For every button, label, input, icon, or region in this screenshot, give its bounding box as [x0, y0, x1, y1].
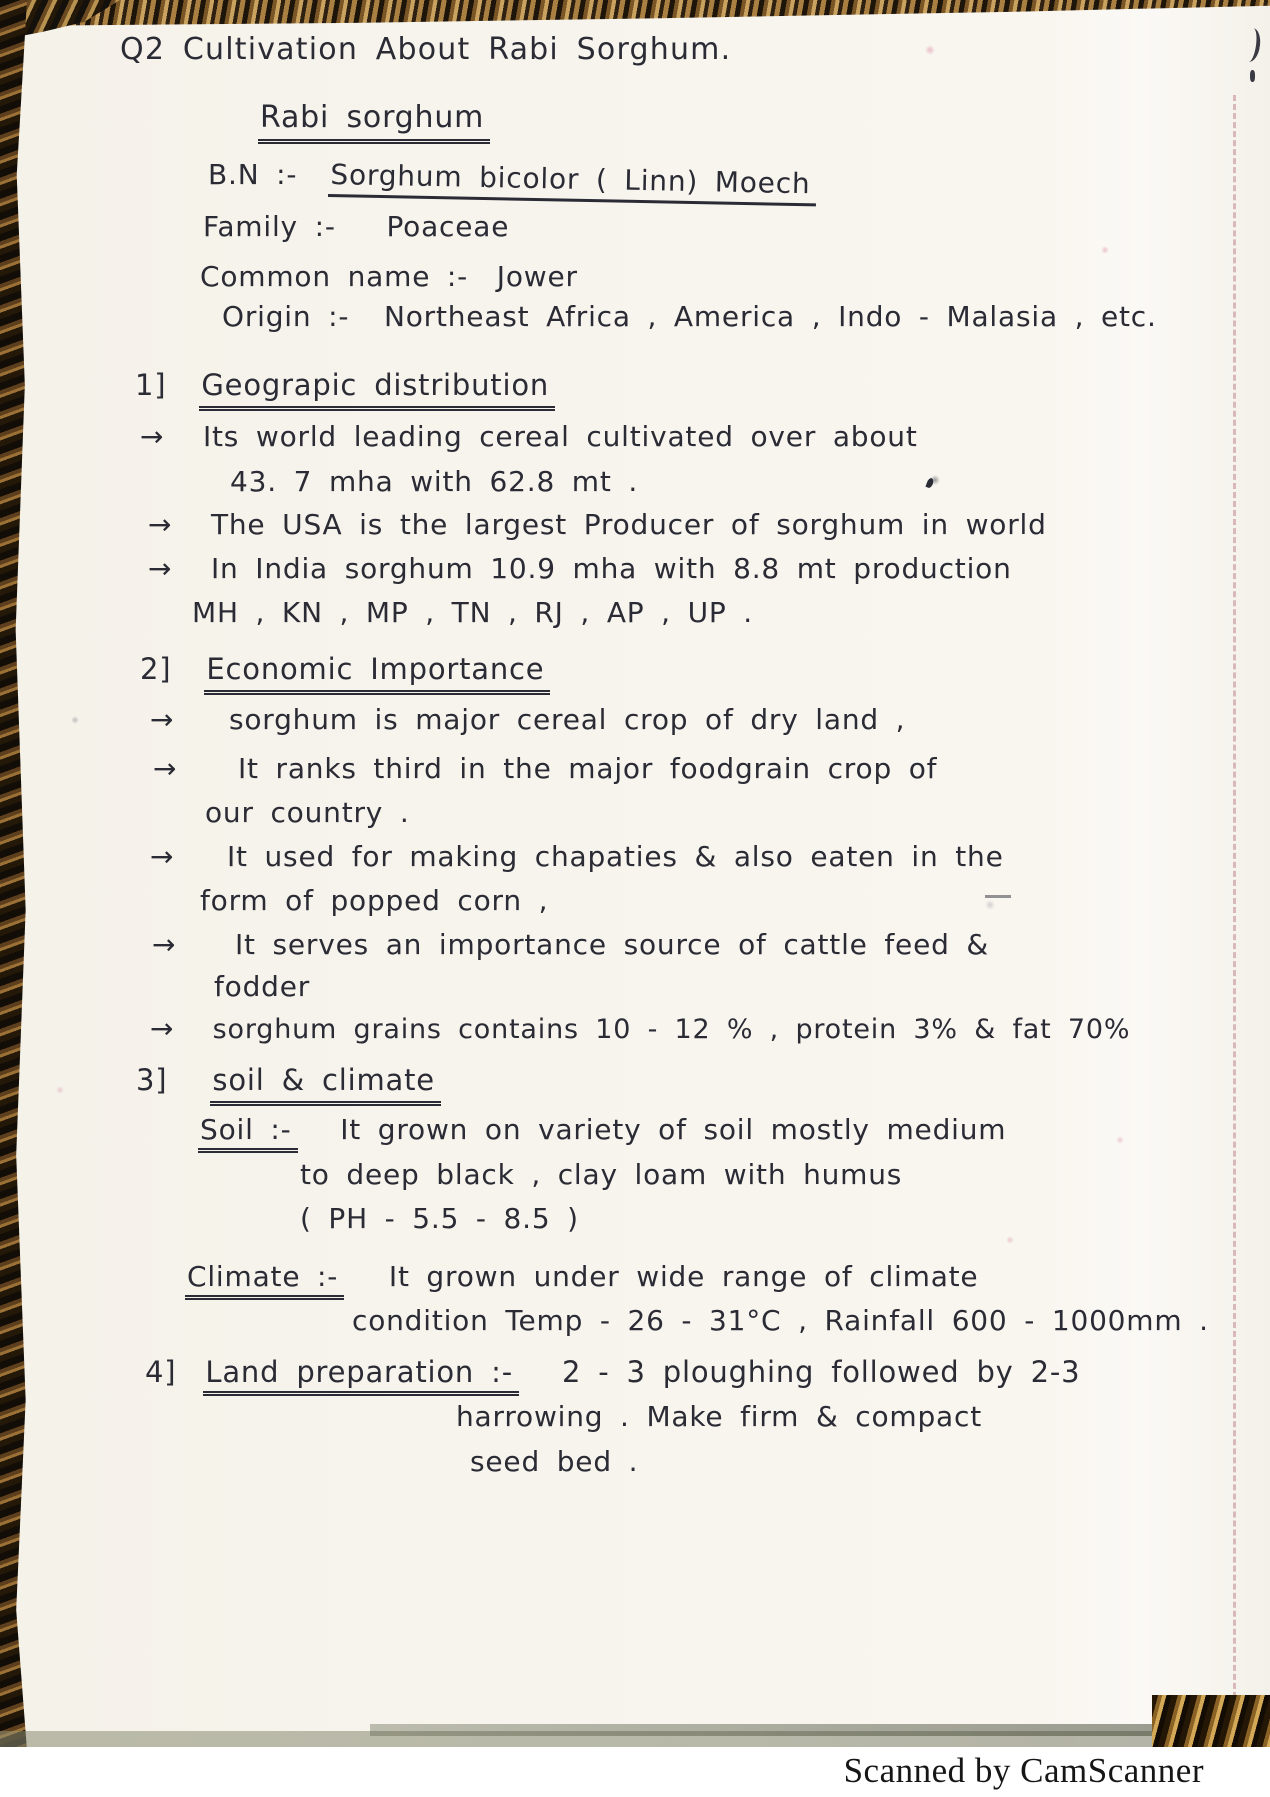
botanical-name-line: [208, 158, 816, 201]
bullet-continuation: [214, 970, 310, 1003]
land-prep-text: harrowing . Make firm & compact: [456, 1400, 982, 1433]
section-heading-economic: [140, 652, 550, 695]
bullet-text: sorghum is major cereal crop of dry land ,: [228, 703, 906, 736]
bullet-line: [150, 1012, 1130, 1045]
common-name-value: Jower: [496, 260, 578, 293]
bullet-text: our country .: [205, 796, 410, 829]
scan-edge-top-texture: [0, 0, 1270, 26]
bullet-continuation: [205, 796, 410, 829]
page-title-text: Q2 Cultivation About Rabi Sorghum.: [120, 32, 732, 67]
common-name-label: Common name :-: [200, 260, 469, 293]
bullet-text: form of popped corn ,: [200, 884, 549, 917]
ink-dot-artifact: [925, 477, 934, 488]
arrow-bullet-icon: →: [150, 703, 175, 736]
origin-label: Origin :-: [222, 300, 350, 333]
arrow-bullet-icon: →: [152, 928, 177, 961]
bullet-line: [148, 552, 1012, 585]
bullet-continuation: [200, 884, 548, 917]
bullet-line: [150, 703, 905, 736]
bullet-line: [150, 840, 1004, 873]
common-name-line: [200, 260, 578, 293]
arrow-bullet-icon: →: [140, 420, 165, 453]
bullet-text: Its world leading cereal cultivated over about: [202, 420, 918, 453]
intro-heading: [258, 100, 490, 144]
bullet-text: It used for making chapaties & also eaten in the: [226, 840, 1004, 873]
family-line: [203, 210, 509, 243]
bullet-continuation: [192, 596, 753, 629]
botanical-name-label: B.N :-: [208, 158, 298, 191]
soil-label: Soil :-: [198, 1113, 298, 1153]
bullet-text: In India sorghum 10.9 mha with 8.8 mt production: [210, 552, 1012, 585]
bullet-text: MH , KN , MP , TN , RJ , AP , UP .: [192, 596, 753, 629]
section-heading-land-preparation: [145, 1355, 1080, 1396]
scan-artifact-mark: [1250, 70, 1255, 82]
ink-dash-artifact: [985, 895, 1011, 898]
page-margin-crease: [1233, 95, 1236, 1725]
arrow-bullet-icon: →: [153, 752, 178, 785]
soil-text: to deep black , clay loam with humus: [300, 1158, 903, 1191]
arrow-bullet-icon: →: [150, 840, 175, 873]
soil-text: It grown on variety of soil mostly medium: [340, 1113, 1007, 1146]
land-prep-continuation: [470, 1445, 638, 1478]
bullet-text: It ranks third in the major foodgrain crop of: [237, 752, 938, 785]
section-number: 1]: [135, 368, 167, 402]
bullet-text: sorghum grains contains 10 - 12 % , protein 3% & fat 70%: [212, 1014, 1131, 1045]
climate-continuation: [352, 1304, 1209, 1337]
scan-edge-bottom-right-texture: [1152, 1695, 1270, 1747]
section-number: 4]: [145, 1355, 177, 1389]
section-heading-text: soil & climate: [210, 1063, 441, 1106]
family-value: Poaceae: [386, 210, 510, 243]
land-prep-text: 2 - 3 ploughing followed by 2-3: [561, 1355, 1081, 1389]
section-number: 2]: [140, 652, 172, 686]
section-heading-text: Economic Importance: [204, 652, 550, 695]
origin-line: [222, 300, 1157, 333]
soil-continuation: [300, 1202, 579, 1235]
soil-text: ( PH - 5.5 - 8.5 ): [300, 1202, 579, 1235]
bullet-line: [148, 508, 1047, 541]
scan-edge-left-texture: [0, 0, 27, 1750]
land-prep-continuation: [456, 1400, 982, 1433]
arrow-bullet-icon: →: [148, 508, 173, 541]
soil-line: [198, 1113, 1006, 1153]
arrow-bullet-icon: →: [148, 552, 173, 585]
bullet-text: The USA is the largest Producer of sorghum in world: [210, 508, 1047, 541]
bullet-line: [152, 928, 989, 961]
section-heading-text: Geograpic distribution: [199, 368, 555, 411]
bullet-text: fodder: [214, 970, 311, 1003]
climate-text: It grown under wide range of climate: [388, 1260, 979, 1293]
bullet-continuation: [230, 465, 638, 498]
arrow-bullet-icon: →: [150, 1012, 175, 1045]
soil-continuation: [300, 1158, 902, 1191]
bullet-line: [140, 420, 918, 453]
land-prep-text: seed bed .: [470, 1445, 639, 1478]
origin-value: Northeast Africa , America , Indo - Malasia , etc.: [383, 300, 1157, 333]
intro-heading-text: Rabi sorghum: [258, 100, 490, 144]
section-heading-soil-climate: [136, 1063, 441, 1106]
bullet-text: It serves an importance source of cattle feed &: [234, 928, 990, 961]
climate-line: [185, 1260, 978, 1300]
bullet-text: 43. 7 mha with 62.8 mt .: [230, 465, 639, 498]
family-label: Family :-: [203, 210, 336, 243]
page-title: [120, 32, 731, 67]
scan-artifact-mark: [1240, 27, 1263, 63]
section-number: 3]: [136, 1063, 168, 1097]
section-heading-geographic: [135, 368, 555, 411]
bullet-line: [153, 752, 937, 785]
climate-text: condition Temp - 26 - 31°C , Rainfall 600 - 1000mm .: [352, 1304, 1209, 1337]
botanical-name-value: Sorghum bicolor ( Linn) Moech: [328, 158, 817, 206]
climate-label: Climate :-: [185, 1260, 344, 1300]
scan-edge-bottom-texture: [370, 1724, 1160, 1736]
section-heading-text: Land preparation :-: [203, 1355, 519, 1396]
camscanner-watermark: Scanned by CamScanner: [843, 1751, 1204, 1790]
